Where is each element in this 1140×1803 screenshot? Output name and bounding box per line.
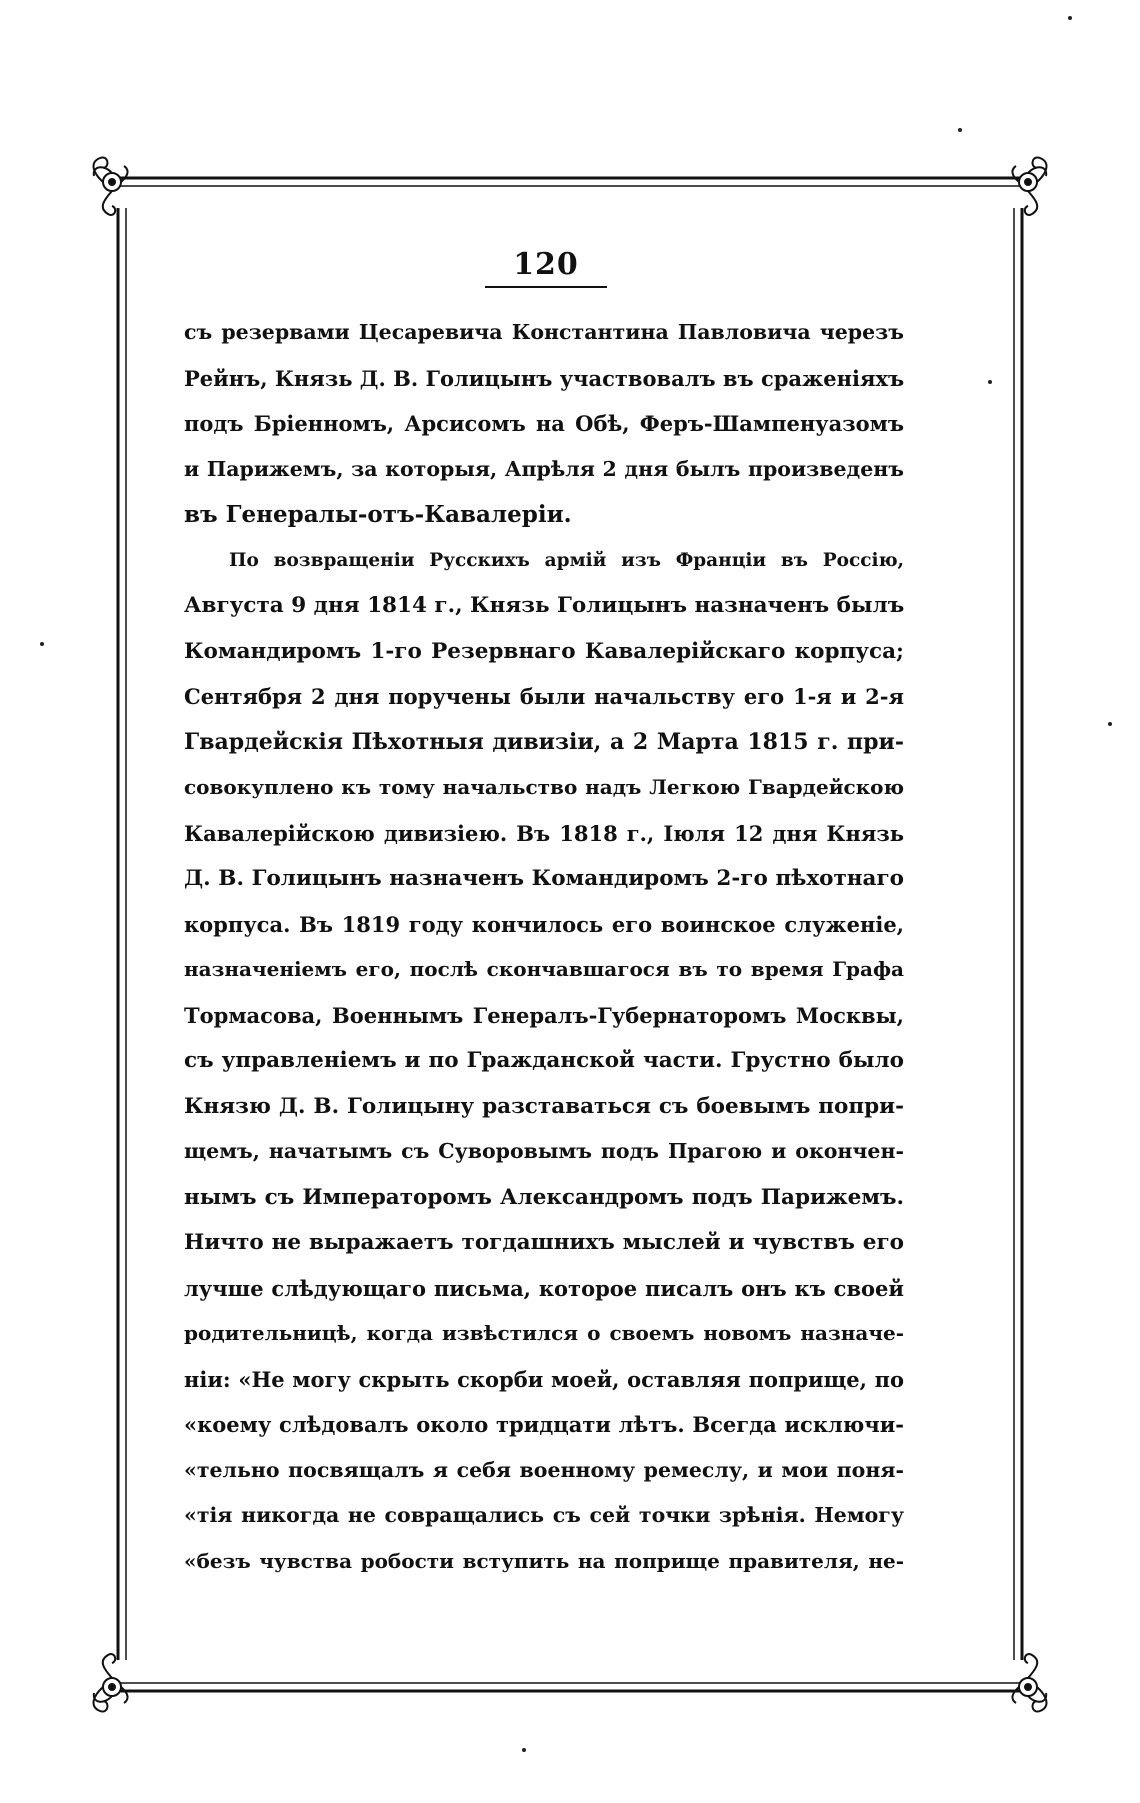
speck (958, 128, 962, 132)
text-line: и Парижемъ, за которыя, Апрѣля 2 дня былъ произведенъ (184, 456, 904, 481)
text-line: корпуса. Въ 1819 году кончилось его воинское служеніе, (184, 911, 904, 937)
text-line: Августа 9 дня 1814 г., Князь Голицынъ назначенъ былъ (184, 593, 905, 618)
text-line: въ Генералы-отъ-Кавалеріи. (184, 501, 572, 528)
text-line: Ничто не выражаетъ тогдашнихъ мыслей и чувствъ его (184, 1230, 904, 1255)
speck (522, 1748, 526, 1752)
text-line: Командиромъ 1-го Резервнаго Кавалерійскаго корпуса; (184, 638, 904, 664)
text-line: Гвардейскія Пѣхотныя дивизіи, а 2 Марта 1815 г. при- (184, 728, 904, 755)
text-line: Князю Д. В. Голицыну разставаться съ боевымъ попри- (184, 1093, 904, 1119)
body-text (184, 310, 904, 1584)
text-line: Сентября 2 дня поручены были начальству его 1-я и 2-я (184, 684, 904, 709)
text-line: Тормасова, Военнымъ Генералъ-Губернаторомъ Москвы, (184, 1002, 904, 1028)
text-line: родительницѣ, когда извѣстился о своемъ новомъ назначе- (184, 1321, 904, 1345)
text-line: «коему слѣдовалъ около тридцати лѣтъ. Всегда исключи- (184, 1412, 904, 1437)
text-line: лучше слѣдующаго письма, которое писалъ онъ къ своей (184, 1275, 904, 1301)
speck (1068, 16, 1072, 20)
text-line: «тія никогда не совращались съ сей точки зрѣнія. Немогу (184, 1503, 904, 1527)
text-line: «тельно посвящалъ я себя военному ремеслу, и мои поня- (184, 1457, 904, 1482)
text-line: щемъ, начатымъ съ Суворовымъ подъ Прагою и окончен- (184, 1139, 904, 1163)
speck (988, 380, 992, 384)
text-line: ніи: «Не могу скрыть скорби моей, оставляя поприще, по (184, 1366, 904, 1392)
text-line: Д. В. Голицынъ назначенъ Командиромъ 2-го пѣхотнаго (184, 866, 904, 891)
text-line: нымъ съ Императоромъ Александромъ подъ Парижемъ. (184, 1184, 904, 1210)
speck (40, 642, 44, 646)
page-number-rule (485, 286, 607, 288)
text-line: съ управленіемъ и по Гражданской части. Грустно было (184, 1048, 904, 1073)
text-line: Кавалерійскою дивизіею. Въ 1818 г., Іюля 12 дня Князь (184, 820, 904, 846)
text-line: назначеніемъ его, послѣ скончавшагося въ то время Графа (184, 957, 904, 981)
text-line: совокуплено къ тому начальство надъ Легкою Гвардейскою (184, 775, 904, 799)
text-line: Рейнъ, Князь Д. В. Голицынъ участвовалъ въ сраженіяхъ (184, 365, 905, 391)
text-line: «безъ чувства робости вступить на поприще правителя, не- (184, 1548, 904, 1573)
text-line: подъ Бріенномъ, Арсисомъ на Обѣ, Феръ-Шампенуазомъ (184, 411, 904, 436)
paragraph-first-line: По возвращеніи Русскихъ армій изъ Франціи въ Россію, (229, 549, 904, 571)
page-number: 120 (513, 247, 579, 282)
speck (1108, 722, 1112, 726)
text-line: съ резервами Цесаревича Константина Павловича черезъ (184, 320, 904, 344)
